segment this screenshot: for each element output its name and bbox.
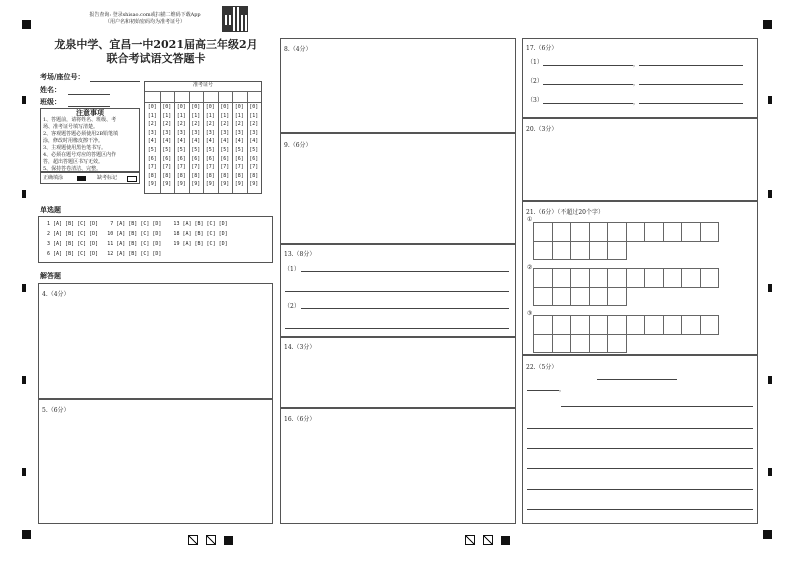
exam-digit-bubble[interactable]: [9] bbox=[220, 181, 230, 188]
character-cell[interactable] bbox=[681, 315, 701, 335]
exam-digit-bubble[interactable]: [1] bbox=[234, 112, 244, 119]
exam-digit-bubble[interactable]: [9] bbox=[176, 181, 186, 188]
q17-part1-label: （1） bbox=[527, 59, 543, 66]
character-cell[interactable] bbox=[607, 222, 627, 242]
notice-heading: 注意事项 bbox=[76, 108, 104, 117]
exam-digit-bubble[interactable]: [5] bbox=[220, 146, 230, 153]
exam-digit-bubble[interactable]: [9] bbox=[147, 181, 157, 188]
exam-number-column[interactable] bbox=[160, 103, 175, 189]
exam-number-column[interactable] bbox=[189, 103, 204, 189]
column-divider bbox=[203, 91, 204, 193]
comma: ， bbox=[633, 99, 640, 106]
character-cell[interactable] bbox=[644, 268, 664, 288]
character-cell[interactable] bbox=[570, 222, 590, 242]
q17-part2-line-b[interactable] bbox=[639, 84, 743, 85]
character-cell[interactable] bbox=[570, 287, 590, 307]
exam-digit-bubble[interactable]: [7] bbox=[176, 164, 186, 171]
room-seat-label: 考场/座位号： bbox=[40, 72, 85, 81]
exam-digit-bubble[interactable]: [8] bbox=[220, 172, 230, 179]
exam-digit-bubble[interactable]: [6] bbox=[176, 155, 186, 162]
timing-mark bbox=[768, 190, 772, 198]
name-label: 姓名： bbox=[40, 85, 61, 94]
exam-digit-bubble[interactable]: [4] bbox=[205, 138, 215, 145]
exam-digit-bubble[interactable]: [9] bbox=[205, 181, 215, 188]
registration-mark bbox=[22, 20, 31, 29]
exam-digit-bubble[interactable]: [2] bbox=[162, 121, 172, 128]
character-cell[interactable] bbox=[570, 334, 590, 354]
q17-part2-label: （2） bbox=[527, 78, 543, 85]
notice-item: 答，超出答题区书写无效。 bbox=[43, 159, 104, 165]
exam-digit-bubble[interactable]: [8] bbox=[234, 172, 244, 179]
exam-number-label: 准考证号 bbox=[145, 82, 261, 92]
character-cell[interactable] bbox=[589, 287, 609, 307]
character-cell[interactable] bbox=[663, 222, 683, 242]
timing-mark bbox=[22, 190, 26, 198]
character-cell[interactable] bbox=[681, 222, 701, 242]
q22-label: 22.（5分） bbox=[526, 364, 558, 371]
exam-number-column[interactable] bbox=[174, 103, 189, 189]
character-cell[interactable] bbox=[552, 268, 572, 288]
character-cell[interactable] bbox=[644, 315, 664, 335]
name-field[interactable] bbox=[68, 94, 110, 95]
q13-part1-line[interactable] bbox=[301, 271, 509, 272]
exam-digit-bubble[interactable]: [5] bbox=[249, 146, 259, 153]
character-cell[interactable] bbox=[570, 268, 590, 288]
timing-mark bbox=[22, 96, 26, 104]
q13-part1-label: （1） bbox=[284, 266, 300, 273]
report-notice bbox=[70, 12, 220, 26]
exam-digit-bubble[interactable]: [6] bbox=[249, 155, 259, 162]
exam-digit-bubble[interactable]: [5] bbox=[147, 146, 157, 153]
q14-label: 14.（3分） bbox=[284, 344, 316, 351]
single-choice-box bbox=[38, 216, 273, 263]
exam-digit-bubble[interactable]: [0] bbox=[234, 104, 244, 110]
q21-part1-label: ① bbox=[527, 216, 533, 223]
character-cell[interactable] bbox=[533, 268, 553, 288]
character-cell[interactable] bbox=[626, 222, 646, 242]
notice-item: 场、准考证号填写清楚。 bbox=[43, 124, 99, 130]
exam-digit-bubble[interactable]: [7] bbox=[205, 164, 215, 171]
exam-digit-bubble[interactable]: [5] bbox=[162, 146, 172, 153]
q17-part1-line-b[interactable] bbox=[639, 65, 743, 66]
exam-digit-bubble[interactable]: [9] bbox=[249, 181, 259, 188]
q9-label: 9.（6分） bbox=[284, 142, 312, 149]
exam-digit-bubble[interactable]: [4] bbox=[191, 138, 201, 145]
character-cell[interactable] bbox=[533, 222, 553, 242]
character-cell[interactable] bbox=[589, 222, 609, 242]
character-cell[interactable] bbox=[533, 287, 553, 307]
character-cell[interactable] bbox=[681, 268, 701, 288]
exam-digit-bubble[interactable]: [9] bbox=[162, 181, 172, 188]
character-cell[interactable] bbox=[589, 241, 609, 261]
exam-digit-bubble[interactable]: [6] bbox=[205, 155, 215, 162]
comma: ， bbox=[633, 61, 640, 68]
exam-digit-bubble[interactable]: [1] bbox=[191, 112, 201, 119]
column-divider bbox=[189, 91, 190, 193]
character-cell[interactable] bbox=[626, 268, 646, 288]
character-cell[interactable] bbox=[700, 222, 720, 242]
exam-digit-bubble[interactable]: [2] bbox=[191, 121, 201, 128]
page-marker-left bbox=[188, 530, 233, 549]
exam-digit-bubble[interactable]: [4] bbox=[162, 138, 172, 145]
exam-digit-bubble[interactable]: [7] bbox=[147, 164, 157, 171]
exam-number-column[interactable] bbox=[203, 103, 218, 189]
q5-label: 5.（6分） bbox=[42, 407, 70, 414]
exam-digit-bubble[interactable]: [5] bbox=[176, 146, 186, 153]
exam-digit-bubble[interactable]: [7] bbox=[234, 164, 244, 171]
character-cell[interactable] bbox=[552, 315, 572, 335]
notice-item: 5、保持答卷清洁、完整。 bbox=[43, 166, 102, 172]
q22-line-2[interactable] bbox=[527, 448, 753, 449]
notice-item: 涂，修改时用橡皮擦干净。 bbox=[43, 138, 104, 144]
exam-digit-bubble[interactable]: [1] bbox=[220, 112, 230, 119]
q17-label: 17.（6分） bbox=[526, 45, 558, 52]
timing-mark bbox=[768, 96, 772, 104]
q17-part1-line-a[interactable] bbox=[543, 65, 633, 66]
character-cell[interactable] bbox=[533, 334, 553, 354]
exam-number-column[interactable] bbox=[247, 103, 262, 189]
fill-legend bbox=[40, 172, 140, 184]
character-cell[interactable] bbox=[552, 222, 572, 242]
q4-label: 4.（4分） bbox=[42, 291, 70, 298]
q17-answer-box[interactable] bbox=[522, 38, 758, 118]
exam-digit-bubble[interactable]: [5] bbox=[205, 146, 215, 153]
exam-digit-bubble[interactable]: [4] bbox=[249, 138, 259, 145]
exam-digit-bubble[interactable]: [3] bbox=[147, 129, 157, 136]
exam-digit-bubble[interactable]: [2] bbox=[220, 121, 230, 128]
timing-mark bbox=[768, 284, 772, 292]
character-cell[interactable] bbox=[589, 334, 609, 354]
page-title bbox=[40, 38, 272, 66]
exam-digit-bubble[interactable]: [9] bbox=[191, 181, 201, 188]
page-title-line2: 联合考试语文答题卡 bbox=[106, 52, 206, 65]
exam-digit-bubble[interactable]: [5] bbox=[234, 146, 244, 153]
notice-list bbox=[41, 117, 139, 173]
exam-digit-bubble[interactable]: [8] bbox=[249, 172, 259, 179]
character-cell[interactable] bbox=[533, 315, 553, 335]
character-cell[interactable] bbox=[663, 315, 683, 335]
q13-part2-line2[interactable] bbox=[285, 328, 509, 329]
q20-answer-box[interactable] bbox=[522, 118, 758, 201]
exam-digit-bubble[interactable]: [1] bbox=[205, 112, 215, 119]
exam-number-grid bbox=[144, 81, 262, 194]
q9-answer-box[interactable] bbox=[280, 133, 516, 244]
timing-mark bbox=[768, 468, 772, 476]
notice-item: 2、客观题答题必须使用2B铅笔填 bbox=[43, 131, 119, 137]
exam-digit-bubble[interactable]: [3] bbox=[176, 129, 186, 136]
missing-exam-label: 缺考标记 bbox=[97, 175, 118, 181]
exam-digit-bubble[interactable]: [4] bbox=[234, 138, 244, 145]
q8-label: 8.（4分） bbox=[284, 46, 312, 53]
q22-line-5[interactable] bbox=[527, 509, 753, 510]
exam-digit-bubble[interactable]: [7] bbox=[249, 164, 259, 171]
character-cell[interactable] bbox=[700, 315, 720, 335]
character-cell[interactable] bbox=[644, 222, 664, 242]
page-marker-right bbox=[465, 530, 510, 549]
q17-part3-line-a[interactable] bbox=[543, 103, 633, 104]
exam-digit-bubble[interactable]: [2] bbox=[176, 121, 186, 128]
q14-answer-box[interactable] bbox=[280, 337, 516, 408]
exam-digit-bubble[interactable]: [3] bbox=[205, 129, 215, 136]
answer-section-label: 解答题 bbox=[40, 271, 61, 280]
q21-label: 21.（6分）（不超过20个字） bbox=[526, 209, 604, 216]
character-cell[interactable] bbox=[570, 241, 590, 261]
exam-digit-bubble[interactable]: [0] bbox=[220, 104, 230, 110]
qr-code bbox=[222, 6, 248, 32]
column-divider bbox=[232, 91, 233, 193]
column-divider bbox=[160, 91, 161, 193]
q22-line-3[interactable] bbox=[527, 468, 753, 469]
exam-digit-bubble[interactable]: [2] bbox=[147, 121, 157, 128]
character-cell[interactable] bbox=[552, 241, 572, 261]
exam-number-column[interactable] bbox=[145, 103, 160, 189]
q22-answer-box[interactable] bbox=[522, 355, 758, 524]
timing-mark bbox=[768, 376, 772, 384]
q21-part2-label: ② bbox=[527, 264, 533, 271]
report-notice-line2: （用户名和初始密码均为准考证号） bbox=[104, 19, 185, 25]
q22-line-4[interactable] bbox=[527, 489, 753, 490]
exam-digit-bubble[interactable]: [0] bbox=[191, 104, 201, 110]
timing-mark bbox=[22, 284, 26, 292]
q22-line-1[interactable] bbox=[527, 428, 753, 429]
character-cell[interactable] bbox=[607, 334, 627, 354]
character-cell[interactable] bbox=[589, 268, 609, 288]
exam-digit-bubble[interactable]: [2] bbox=[234, 121, 244, 128]
exam-digit-bubble[interactable]: [1] bbox=[249, 112, 259, 119]
exam-digit-bubble[interactable]: [1] bbox=[176, 112, 186, 119]
q16-answer-box[interactable] bbox=[280, 408, 516, 524]
exam-digit-bubble[interactable]: [8] bbox=[176, 172, 186, 179]
exam-number-column[interactable] bbox=[232, 103, 247, 189]
character-cell[interactable] bbox=[700, 268, 720, 288]
q8-answer-box[interactable] bbox=[280, 38, 516, 133]
timing-mark bbox=[22, 376, 26, 384]
notice-box bbox=[40, 108, 140, 172]
q4-answer-box[interactable] bbox=[38, 283, 273, 399]
notice-item: 4、必须在题号对应的答题区内作 bbox=[43, 152, 117, 158]
registration-mark bbox=[763, 530, 772, 539]
q21-answer-box bbox=[522, 201, 758, 355]
missing-exam-checkbox[interactable] bbox=[127, 176, 137, 182]
exam-digit-bubble[interactable]: [0] bbox=[176, 104, 186, 110]
registration-mark bbox=[22, 530, 31, 539]
q22-blank-2[interactable] bbox=[527, 390, 559, 391]
exam-digit-bubble[interactable]: [2] bbox=[249, 121, 259, 128]
q17-part3-label: （3） bbox=[527, 97, 543, 104]
character-cell[interactable] bbox=[533, 241, 553, 261]
page-title-line1: 龙泉中学、宜昌一中2021届高三年级2月 bbox=[54, 38, 258, 51]
q22-blank-1[interactable] bbox=[597, 379, 677, 380]
correct-fill-sample bbox=[77, 176, 86, 181]
column-divider bbox=[247, 91, 248, 193]
class-field[interactable] bbox=[68, 106, 110, 107]
exam-digit-bubble[interactable]: [6] bbox=[220, 155, 230, 162]
choice-row[interactable]: 6 [A] [B] [C] [D] 12 [A] [B] [C] [D] bbox=[47, 251, 162, 257]
comma: ， bbox=[559, 386, 566, 393]
comma: ， bbox=[633, 80, 640, 87]
character-cell[interactable] bbox=[607, 315, 627, 335]
choice-row[interactable]: 3 [A] [B] [C] [D] 11 [A] [B] [C] [D] 19 [A] [B] [C] [D] bbox=[47, 241, 228, 247]
exam-digit-bubble[interactable]: [3] bbox=[234, 129, 244, 136]
exam-digit-bubble[interactable]: [8] bbox=[205, 172, 215, 179]
single-choice-label: 单选题 bbox=[40, 205, 61, 214]
exam-digit-bubble[interactable]: [6] bbox=[191, 155, 201, 162]
report-notice-line1: 报告查询: 登录shisao.com或扫描二维码下载App bbox=[89, 12, 201, 18]
choice-row[interactable]: 1 [A] [B] [C] [D] 7 [A] [B] [C] [D] 13 [A] [B] [C] [D] bbox=[47, 221, 228, 227]
exam-digit-bubble[interactable]: [7] bbox=[191, 164, 201, 171]
exam-digit-bubble[interactable]: [6] bbox=[234, 155, 244, 162]
character-cell[interactable] bbox=[570, 315, 590, 335]
q13-part1-line2[interactable] bbox=[285, 291, 509, 292]
character-cell[interactable] bbox=[552, 334, 572, 354]
exam-digit-bubble[interactable]: [8] bbox=[162, 172, 172, 179]
choice-row[interactable]: 2 [A] [B] [C] [D] 10 [A] [B] [C] [D] 18 [A] [B] [C] [D] bbox=[47, 231, 228, 237]
character-cell[interactable] bbox=[589, 315, 609, 335]
character-cell[interactable] bbox=[663, 268, 683, 288]
character-cell[interactable] bbox=[552, 287, 572, 307]
exam-digit-bubble[interactable]: [4] bbox=[147, 138, 157, 145]
character-cell[interactable] bbox=[607, 287, 627, 307]
exam-digit-bubble[interactable]: [1] bbox=[162, 112, 172, 119]
notice-item: 1、答题前，请将姓名、班级、考 bbox=[43, 117, 117, 123]
exam-digit-bubble[interactable]: [0] bbox=[205, 104, 215, 110]
q13-part2-line[interactable] bbox=[301, 308, 509, 309]
exam-digit-bubble[interactable]: [7] bbox=[220, 164, 230, 171]
exam-digit-bubble[interactable]: [3] bbox=[162, 129, 172, 136]
exam-digit-bubble[interactable]: [1] bbox=[147, 112, 157, 119]
exam-number-column[interactable] bbox=[218, 103, 233, 189]
exam-digit-bubble[interactable]: [2] bbox=[205, 121, 215, 128]
exam-digit-bubble[interactable]: [0] bbox=[147, 104, 157, 110]
room-seat-field[interactable] bbox=[90, 81, 140, 82]
exam-digit-bubble[interactable]: [8] bbox=[147, 172, 157, 179]
q22-blank-3[interactable] bbox=[561, 406, 753, 407]
exam-digit-bubble[interactable]: [3] bbox=[220, 129, 230, 136]
column-divider bbox=[218, 91, 219, 193]
q17-part3-line-b[interactable] bbox=[639, 103, 743, 104]
column-divider bbox=[174, 91, 175, 193]
exam-digit-bubble[interactable]: [6] bbox=[147, 155, 157, 162]
class-label: 班级： bbox=[40, 97, 61, 106]
q21-part3-label: ③ bbox=[527, 310, 533, 317]
registration-mark bbox=[763, 20, 772, 29]
correct-fill-label: 正确填涂 bbox=[43, 175, 64, 181]
exam-digit-bubble[interactable]: [3] bbox=[191, 129, 201, 136]
exam-digit-bubble[interactable]: [8] bbox=[191, 172, 201, 179]
exam-digit-bubble[interactable]: [4] bbox=[176, 138, 186, 145]
exam-digit-bubble[interactable]: [3] bbox=[249, 129, 259, 136]
exam-digit-bubble[interactable]: [5] bbox=[191, 146, 201, 153]
exam-digit-bubble[interactable]: [9] bbox=[234, 181, 244, 188]
exam-digit-bubble[interactable]: [0] bbox=[162, 104, 172, 110]
q5-answer-box[interactable] bbox=[38, 399, 273, 524]
character-cell[interactable] bbox=[607, 241, 627, 261]
character-cell[interactable] bbox=[607, 268, 627, 288]
q16-label: 16.（6分） bbox=[284, 416, 316, 423]
q13-part2-label: （2） bbox=[284, 303, 300, 310]
exam-digit-bubble[interactable]: [0] bbox=[249, 104, 259, 110]
q13-label: 13.（8分） bbox=[284, 251, 316, 258]
exam-digit-bubble[interactable]: [7] bbox=[162, 164, 172, 171]
q20-label: 20.（3分） bbox=[526, 126, 558, 133]
character-cell[interactable] bbox=[626, 315, 646, 335]
q17-part2-line-a[interactable] bbox=[543, 84, 633, 85]
exam-digit-bubble[interactable]: [4] bbox=[220, 138, 230, 145]
q13-answer-box[interactable] bbox=[280, 244, 516, 337]
timing-mark bbox=[22, 468, 26, 476]
exam-digit-bubble[interactable]: [6] bbox=[162, 155, 172, 162]
notice-item: 3、主观题使用黑色笔书写。 bbox=[43, 145, 107, 151]
